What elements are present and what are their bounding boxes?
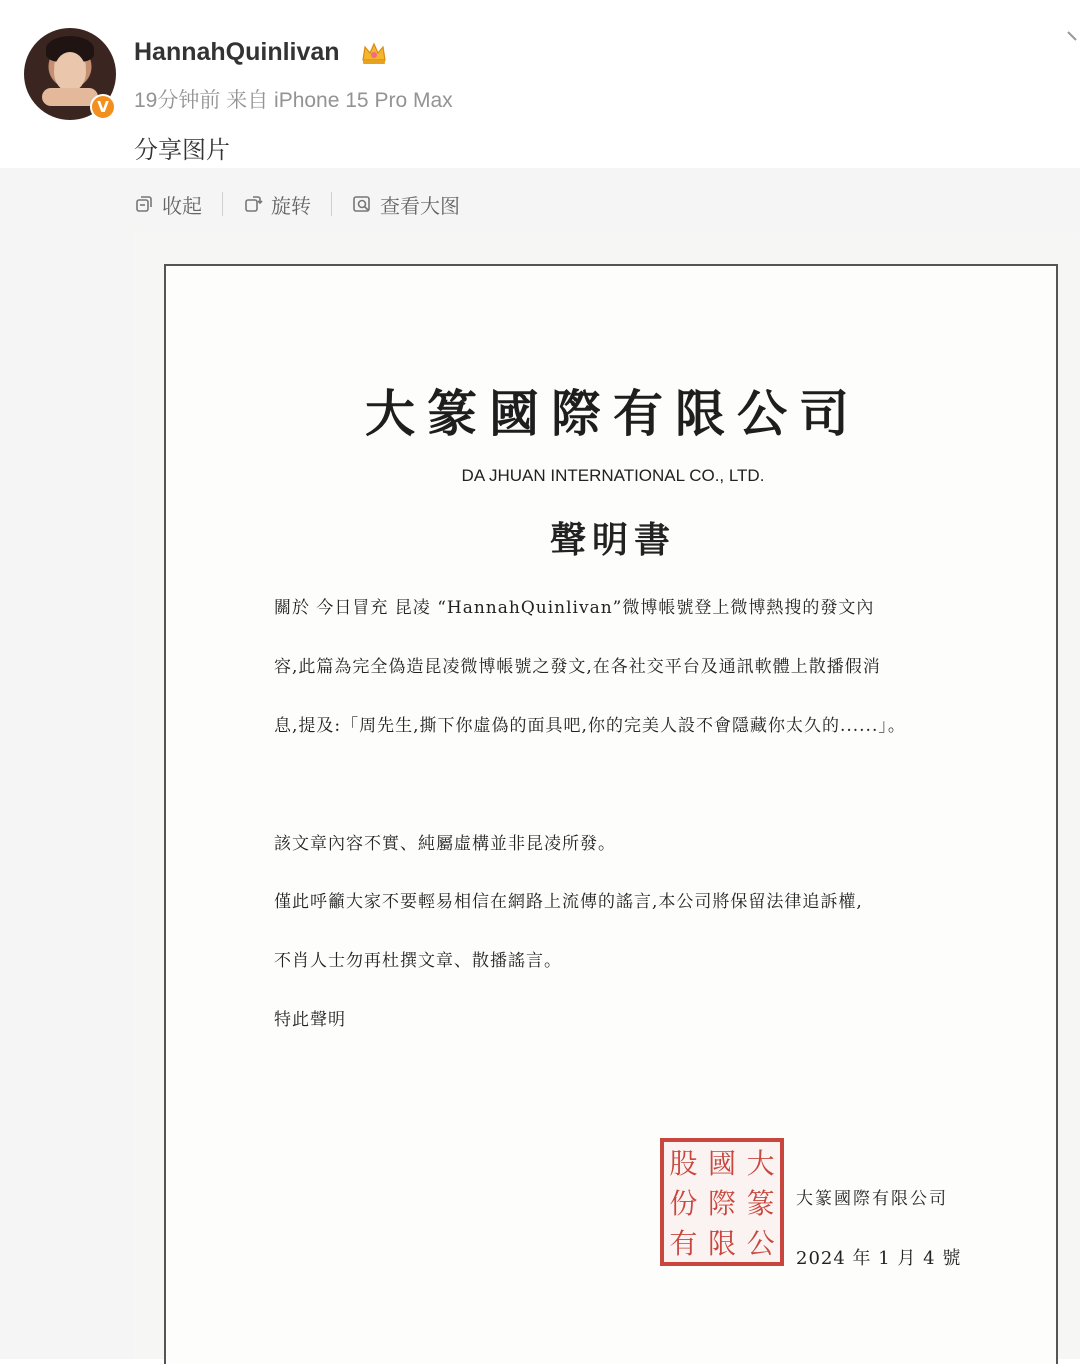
verified-badge-icon: V	[90, 94, 116, 120]
company-seal-stamp	[660, 1138, 784, 1266]
seal-char: 大	[746, 1147, 775, 1180]
statement-document	[164, 264, 1058, 1364]
chevron-down-icon[interactable]	[1066, 26, 1080, 46]
post-meta: 19分钟前 来自 iPhone 15 Pro Max	[134, 89, 453, 112]
seal-char: 股	[669, 1147, 698, 1180]
post-text: 分享图片	[134, 136, 230, 164]
company-name-cn: 大篆國際有限公司	[365, 384, 861, 443]
paragraph-line: 容,此篇為完全偽造昆凌微博帳號之發文,在各社交平台及通訊軟體上散播假消	[274, 657, 881, 677]
paragraph-line: 僅此呼籲大家不要輕易相信在網路上流傳的謠言,本公司將保留法律追訴權,	[274, 892, 863, 912]
collapse-label: 收起	[162, 193, 202, 218]
rotate-icon	[243, 194, 263, 214]
signature-company: 大篆國際有限公司	[796, 1189, 948, 1209]
username[interactable]: HannahQuinlivan	[134, 38, 340, 66]
seal-char: 際	[707, 1187, 736, 1220]
avatar-face	[54, 52, 86, 92]
paragraph-line: 特此聲明	[274, 1010, 346, 1030]
image-toolbar	[134, 186, 460, 222]
paragraph-line: 息,提及:「周先生,撕下你虛偽的面具吧,你的完美人設不會隱藏你太久的......」。	[274, 716, 906, 736]
rotate-label: 旋转	[271, 193, 311, 218]
company-name-en: DA JHUAN INTERNATIONAL CO., LTD.	[461, 466, 765, 485]
paragraph-line: 關於 今日冒充 昆凌 “HannahQuinlivan”微博帳號登上微博熱搜的發文內	[274, 598, 875, 618]
post-header	[0, 0, 1080, 168]
paragraph-line: 該文章內容不實、純屬虛構並非昆凌所發。	[274, 834, 616, 854]
seal-char: 篆	[746, 1187, 775, 1220]
view-large-icon	[352, 194, 372, 214]
paragraph-line: 不肖人士勿再杜撰文章、散播謠言。	[274, 951, 562, 971]
seal-char: 限	[707, 1227, 736, 1260]
view-large-label: 查看大图	[380, 193, 460, 218]
document-title: 聲明書	[549, 519, 676, 561]
seal-char: 公	[746, 1227, 775, 1260]
crown-icon	[360, 40, 388, 66]
seal-char: 份	[669, 1187, 698, 1220]
toolbar-divider	[331, 192, 332, 216]
seal-char: 有	[669, 1227, 698, 1260]
signature-date: 2024 年 1 月 4 號	[796, 1248, 962, 1269]
seal-char: 國	[707, 1147, 736, 1180]
collapse-icon	[134, 194, 154, 214]
toolbar-divider	[222, 192, 223, 216]
view-large-button[interactable]	[352, 190, 460, 219]
collapse-button[interactable]	[134, 190, 202, 219]
rotate-button[interactable]	[243, 190, 311, 219]
